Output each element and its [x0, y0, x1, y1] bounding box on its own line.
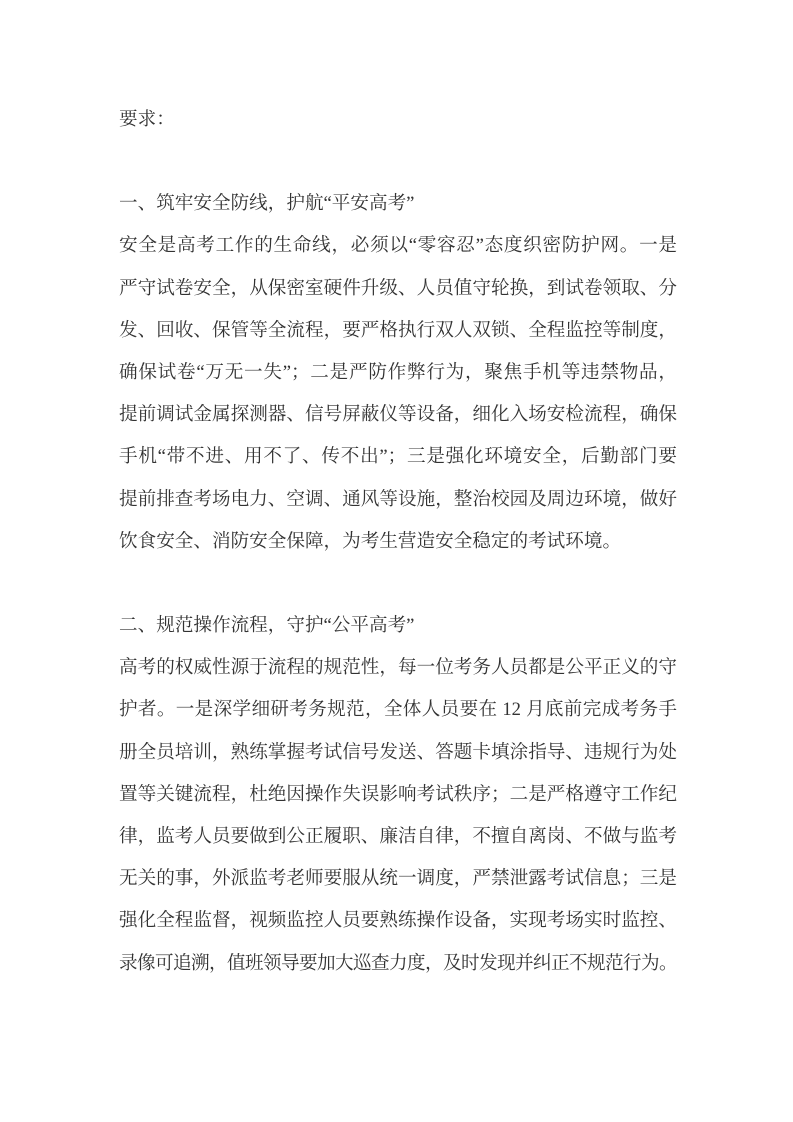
requirements-label: 要求： — [119, 109, 175, 130]
section-1-text-line: 确保试卷“万无一失”；二是严防作弊行为，聚焦手机等违禁物品， — [119, 362, 677, 384]
section-1-heading: 一、筑牢安全防线，护航“平安高考” — [119, 193, 415, 215]
section-2-text-line: 置等关键流程，杜绝因操作失误影响考试秩序；二是严格遵守工作纪 — [119, 783, 677, 805]
section-2-text-line: 册全员培训，熟练掌握考试信号发送、答题卡填涂指导、违规行为处 — [119, 741, 677, 763]
section-2-text-line: 高考的权威性源于流程的规范性，每一位考务人员都是公平正义的守 — [119, 657, 677, 679]
section-1-text-line: 安全是高考工作的生命线，必须以“零容忍”态度织密防护网。一是 — [119, 235, 677, 257]
section-1-text-line: 手机“带不进、用不了、传不出”；三是强化环境安全，后勤部门要 — [119, 446, 677, 468]
section-2-text-line: 律，监考人员要做到公正履职、廉洁自律，不擅自离岗、不做与监考 — [119, 826, 677, 848]
section-1-text-line: 饮食安全、消防安全保障，为考生营造安全稳定的考试环境。 — [119, 530, 622, 552]
section-1-text-line: 提前排查考场电力、空调、通风等设施，整治校园及周边环境，做好 — [119, 488, 677, 510]
section-1-text-line: 提前调试金属探测器、信号屏蔽仪等设备，细化入场安检流程，确保 — [119, 404, 677, 426]
section-1-text-line: 严守试卷安全，从保密室硬件升级、人员值守轮换，到试卷领取、分 — [119, 277, 677, 299]
section-2-heading: 二、规范操作流程，守护“公平高考” — [119, 615, 415, 637]
section-2-text-line: 无关的事，外派监考老师要服从统一调度，严禁泄露考试信息；三是 — [119, 868, 677, 890]
section-2-text-line: 录像可追溯，值班领导要加大巡查力度，及时发现并纠正不规范行为。 — [119, 952, 677, 974]
section-2-text-line: 强化全程监督，视频监控人员要熟练操作设备，实现考场实时监控、 — [119, 910, 677, 932]
section-1-text-line: 发、回收、保管等全流程，要严格执行双人双锁、全程监控等制度， — [119, 319, 677, 341]
section-2-text-line: 护者。一是深学细研考务规范，全体人员要在 12 月底前完成考务手 — [119, 699, 677, 721]
